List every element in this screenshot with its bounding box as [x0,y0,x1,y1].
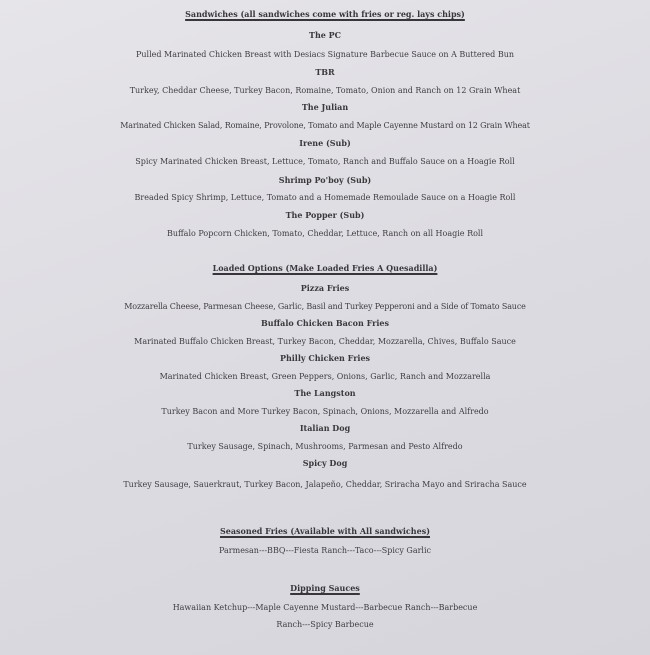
item-title-tbr: TBR [315,67,335,77]
seasoned-fries-heading: Seasoned Fries (Available with All sandwiches) [220,526,430,536]
item-desc-the-pc: Pulled Marinated Chicken Breast with Desiacs Signature Barbecue Sauce on A Buttered Bun [136,50,514,59]
item-desc-shrimp-poboy: Breaded Spicy Shrimp, Lettuce, Tomato and a Homemade Remoulade Sauce on a Hoagie Roll [134,193,516,202]
item-title-italian-dog: Italian Dog [299,423,351,433]
item-title-spicy-dog: Spicy Dog [302,458,348,468]
item-desc-philly-chicken-fries: Marinated Chicken Breast, Green Peppers, Onions, Garlic, Ranch and Mozzarella [159,372,491,381]
item-title-the-langston: The Langston [294,388,356,398]
item-title-irene: Irene (Sub) [299,138,351,148]
item-title-buffalo-chicken-bacon-fries: Buffalo Chicken Bacon Fries [261,318,389,328]
dipping-sauces-line-2: Ranch---Spicy Barbecue [276,620,374,629]
item-desc-italian-dog: Turkey Sausage, Spinach, Mushrooms, Parmesan and Pesto Alfredo [187,442,463,451]
item-title-pizza-fries: Pizza Fries [300,283,350,293]
item-desc-buffalo-chicken-bacon-fries: Marinated Buffalo Chicken Breast, Turkey Bacon, Cheddar, Mozzarella, Chives, Buffalo Sauce [134,337,516,346]
item-desc-the-julian: Marinated Chicken Salad, Romaine, Provolone, Tomato and Maple Cayenne Mustard on 12 Grain Wheat [120,121,530,130]
dipping-sauces-line-1: Hawaiian Ketchup---Maple Cayenne Mustard---Barbecue Ranch---Barbecue [172,603,478,612]
item-title-shrimp-poboy: Shrimp Po'boy (Sub) [278,175,372,185]
item-desc-pizza-fries: Mozzarella Cheese, Parmesan Cheese, Garlic, Basil and Turkey Pepperoni and a Side of Tomato Sauce [124,302,526,311]
loaded-options-heading: Loaded Options (Make Loaded Fries A Quesadilla) [212,263,438,273]
item-desc-spicy-dog: Turkey Sausage, Sauerkraut, Turkey Bacon, Jalapeño, Cheddar, Sriracha Mayo and Sriracha Sauce [123,480,527,489]
item-desc-tbr: Turkey, Cheddar Cheese, Turkey Bacon, Romaine, Tomato, Onion and Ranch on 12 Grain Wheat [129,86,521,95]
dipping-sauces-heading: Dipping Sauces [290,583,360,593]
item-title-the-julian: The Julian [301,102,349,112]
item-title-philly-chicken-fries: Philly Chicken Fries [279,353,371,363]
item-title-the-popper: The Popper (Sub) [285,210,365,220]
sandwiches-heading: Sandwiches (all sandwiches come with fries or reg. lays chips) [185,9,465,19]
item-desc-the-popper: Buffalo Popcorn Chicken, Tomato, Cheddar, Lettuce, Ranch on all Hoagie Roll [166,229,484,238]
item-desc-the-langston: Turkey Bacon and More Turkey Bacon, Spinach, Onions, Mozzarella and Alfredo [161,407,489,416]
seasoned-fries-options: Parmesan---BBQ---Fiesta Ranch---Taco---Spicy Garlic [218,546,432,555]
item-title-the-pc: The PC [308,30,342,40]
item-desc-irene: Spicy Marinated Chicken Breast, Lettuce, Tomato, Ranch and Buffalo Sauce on a Hoagie Roll [135,157,515,166]
